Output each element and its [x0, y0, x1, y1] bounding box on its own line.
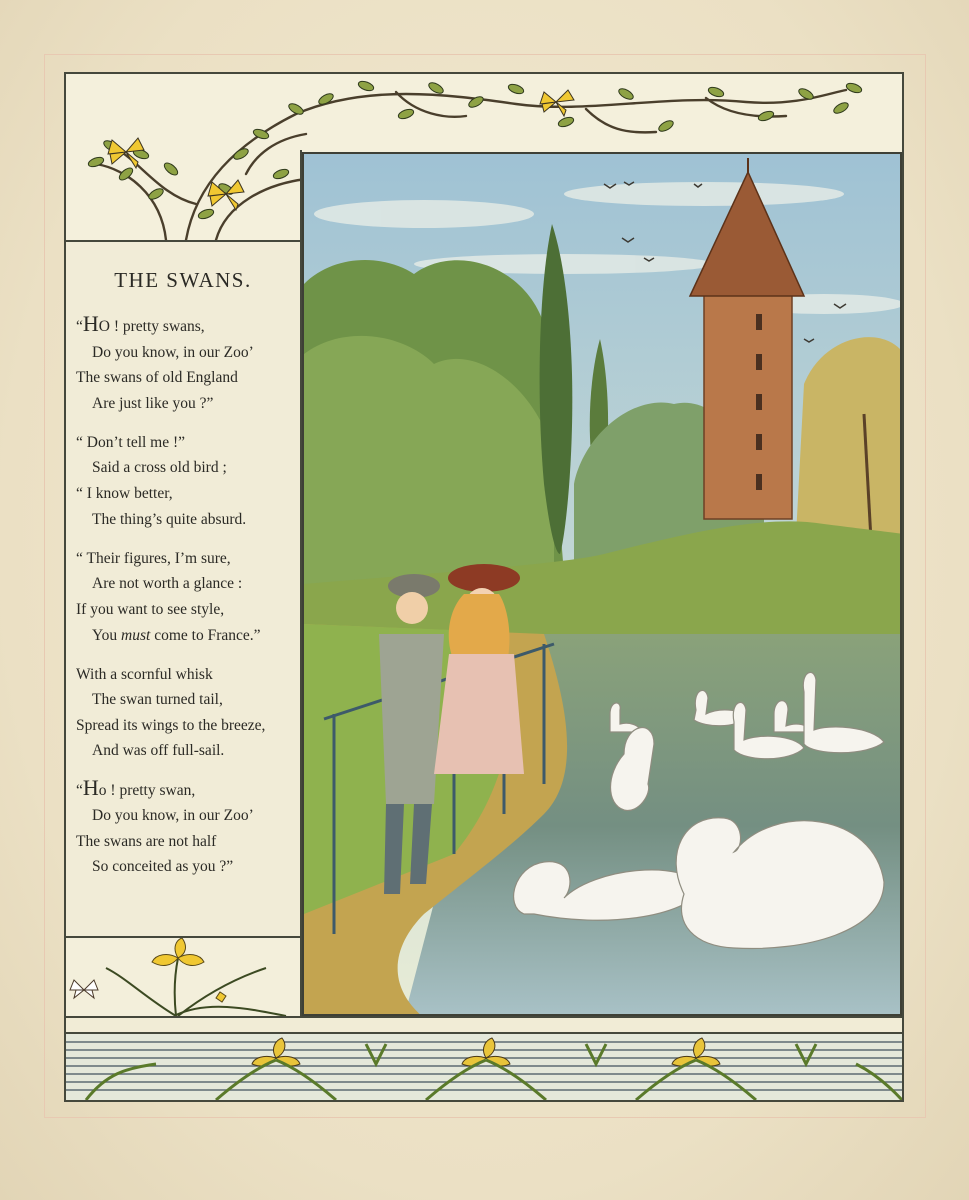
frame-rule: [300, 150, 302, 1018]
frame-rule: [66, 1016, 902, 1018]
poem-line: The thing’s quite absurd.: [92, 510, 247, 528]
poem-title: THE SWANS.: [114, 268, 252, 292]
poem-line: “ Don’t tell me !”: [76, 433, 186, 451]
poem-stanza: [76, 546, 306, 648]
poem-line: Do you know, in our Zoo’: [92, 807, 254, 825]
poem-line: And was off full-sail.: [92, 742, 225, 760]
iris-panel: [66, 938, 300, 1016]
poem-line: If you want to see style,: [76, 600, 225, 618]
poem-body: [76, 311, 306, 893]
poem-line: “Ho ! pretty swan,: [76, 774, 196, 800]
poem-stanza: [76, 430, 306, 532]
poem-line: Spread its wings to the breeze,: [76, 716, 266, 734]
poem-stanza: [76, 662, 306, 764]
poem-line: Said a cross old bird ;: [92, 459, 227, 477]
frame-rule: [66, 936, 302, 938]
poem-line: “ I know better,: [76, 485, 173, 503]
iris-border-icon: [66, 1034, 902, 1100]
poem-line: You must come to France.”: [92, 626, 261, 644]
poem-stanza: [76, 311, 306, 416]
illustration-swans-lake: [302, 152, 902, 1016]
poem-line: So conceited as you ?”: [92, 858, 234, 876]
iris-icon: [66, 938, 300, 1016]
poem-line: Are not worth a glance :: [92, 575, 243, 593]
poem-line: The swans are not half: [76, 832, 217, 850]
poem-line: The swan turned tail,: [92, 691, 223, 709]
poem-line: Are just like you ?”: [92, 394, 214, 412]
bottom-border-band: [66, 1034, 902, 1100]
poem-line: Do you know, in our Zoo’: [92, 343, 254, 361]
poem-stanza: [76, 774, 306, 880]
poem-line: “ Their figures, I’m sure,: [76, 549, 231, 567]
poem-line: With a scornful whisk: [76, 665, 213, 683]
poem-line: “HO ! pretty swans,: [76, 311, 205, 336]
frame-rule: [66, 240, 302, 242]
poem-line: The swans of old England: [76, 369, 238, 387]
